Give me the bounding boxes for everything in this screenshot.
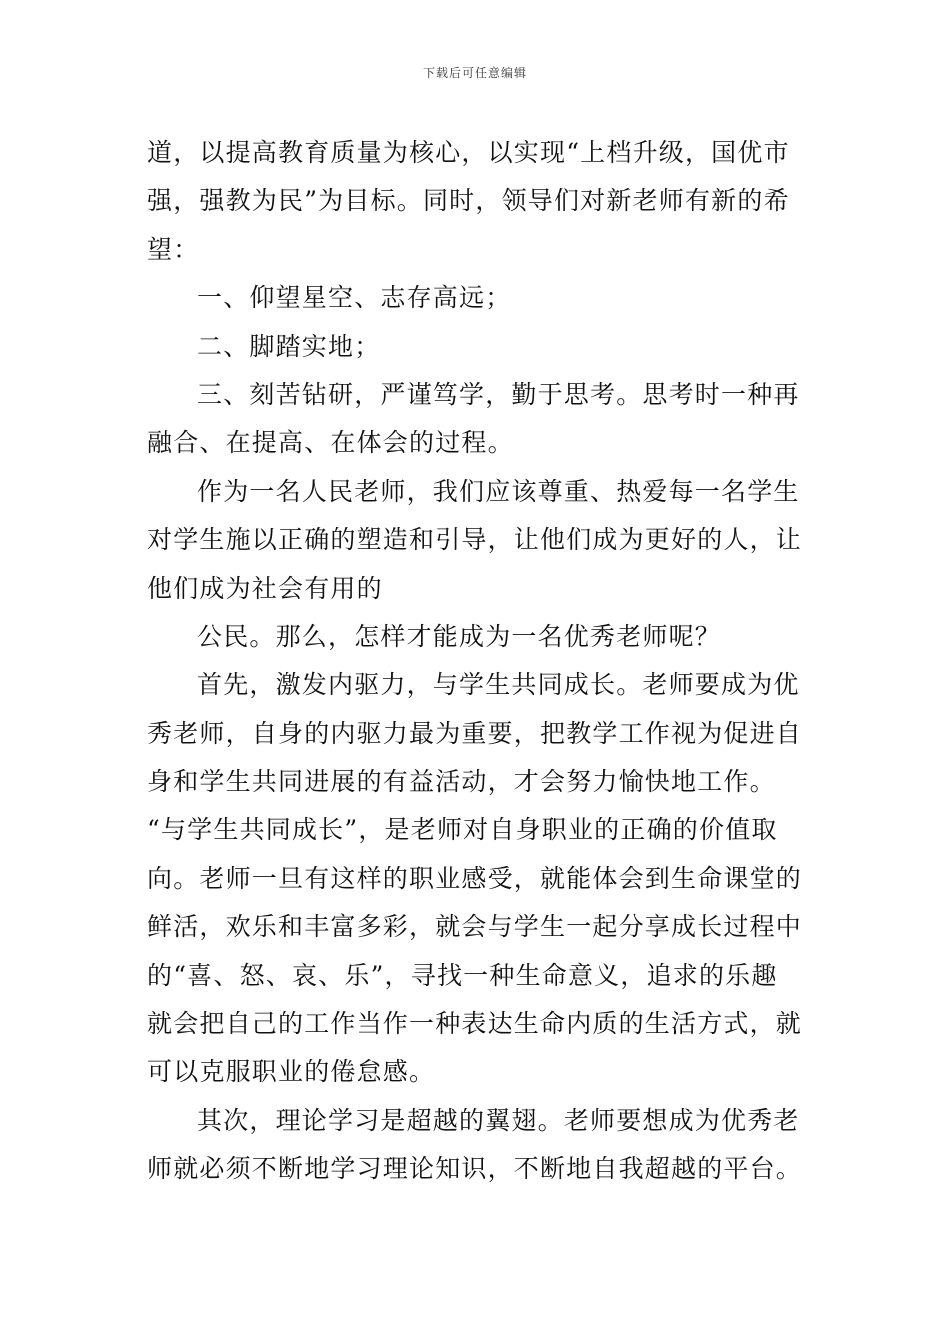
text-line: 秀老师，自身的内驱力最为重要，把教学工作视为促进自	[147, 718, 803, 748]
text-line: 公民。那么，怎样才能成为一名优秀老师呢？	[197, 621, 722, 651]
text-line: “与学生共同成长”，是老师对自身职业的正确的价值取	[147, 815, 778, 845]
text-line: 望：	[147, 234, 200, 264]
text-line: 二、脚踏实地；	[197, 331, 381, 361]
text-line: 的“喜、怒、哀、乐”，寻找一种生命意义，追求的乐趣	[147, 960, 778, 990]
text-line: 一、仰望星空、志存高远；	[197, 283, 512, 313]
text-line: 其次，理论学习是超越的翼翅。老师要想成为优秀老	[197, 1105, 800, 1135]
text-line: 融合、在提高、在体会的过程。	[147, 428, 514, 458]
text-line: 道，以提高教育质量为核心，以实现“上档升级，国优市	[147, 138, 790, 167]
text-line: 就会把自己的工作当作一种表达生命内质的生活方式，就	[147, 1009, 803, 1039]
text-line: 他们成为社会有用的	[147, 573, 383, 603]
text-line: 身和学生共同进展的有益活动，才会努力愉快地工作。	[147, 767, 776, 797]
text-line: 可以克服职业的倦怠感。	[147, 1057, 436, 1087]
text-line: 强，强教为民”为目标。同时，领导们对新老师有新的希	[147, 186, 790, 216]
text-line: 作为一名人民老师，我们应该尊重、热爱每一名学生	[197, 476, 800, 506]
text-line: 三、刻苦钻研，严谨笃学，勤于思考。思考时一种再	[197, 379, 800, 409]
text-line: 首先，激发内驱力，与学生共同成长。老师要成为优	[197, 670, 800, 700]
document-body	[147, 129, 807, 1194]
text-line: 鲜活，欢乐和丰富多彩，就会与学生一起分享成长过程中	[147, 912, 803, 942]
text-line: 向。老师一旦有这样的职业感受，就能体会到生命课堂的	[147, 863, 803, 893]
text-line: 师就必须不断地学习理论知识，不断地自我超越的平台。	[147, 1154, 803, 1184]
page-header: 下载后可任意编辑	[422, 66, 527, 80]
text-line: 对学生施以正确的塑造和引导，让他们成为更好的人，让	[147, 525, 803, 555]
